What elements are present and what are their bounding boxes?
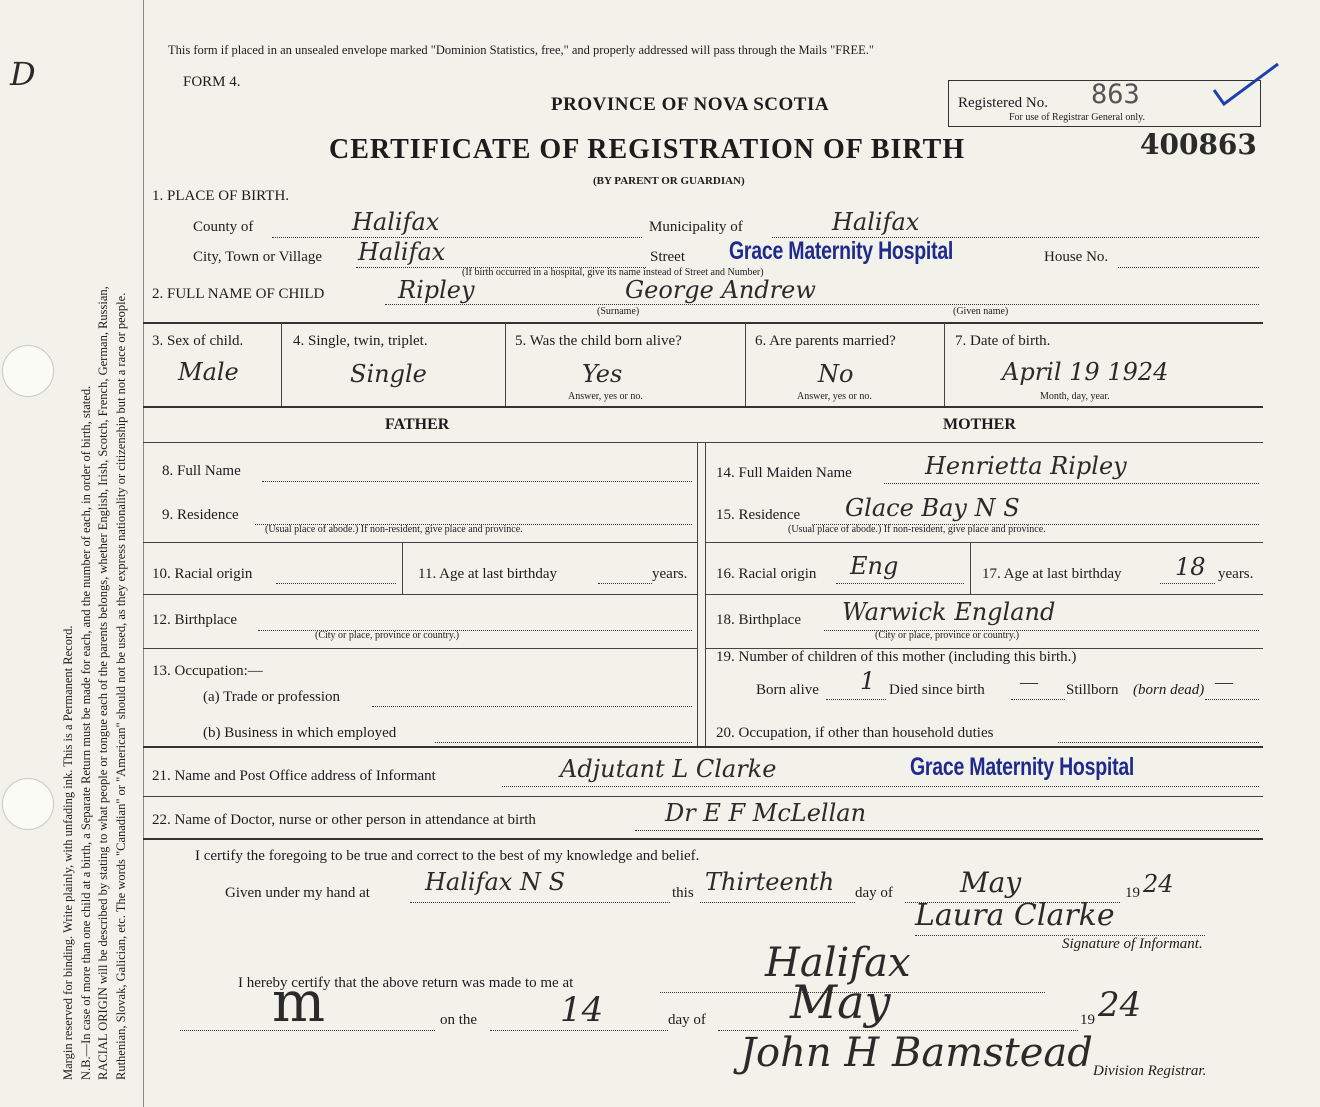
stillborn-note: (born dead) [1133,682,1205,698]
county-label: County of [193,219,254,235]
province-heading: PROVINCE OF NOVA SCOTIA [551,94,830,115]
col-divider [745,323,746,406]
punch-hole-bottom [2,778,54,830]
sex-label: 3. Sex of child. [152,333,244,349]
father-business-label: (b) Business in which employed [203,725,397,741]
married-value: No [818,360,854,388]
city-label: City, Town or Village [193,249,323,265]
col-divider [944,323,945,406]
on-the-label: on the [440,1012,478,1028]
died-line [1011,699,1065,700]
county-line [272,237,642,238]
certify-statement: I certify the foregoing to be true and correct to the best of my knowledge and belief. [195,848,700,864]
mother-residence-value: Glace Bay N S [845,494,1020,522]
municipality-label: Municipality of [649,219,743,235]
county-value: Halifax [352,208,440,236]
mother-birthplace-caption: (City or place, province or country.) [875,630,1020,641]
doctor-label: 22. Name of Doctor, nurse or other person in attendance at birth [152,812,536,828]
registrar-caption: Division Registrar. [1093,1063,1207,1079]
mother-years-label: years. [1218,566,1254,582]
row-divider [143,322,1263,324]
father-birthplace-caption: (City or place, province or country.) [315,630,460,641]
row-divider [143,406,1263,408]
col-divider [505,323,506,406]
street-label: Street [650,249,685,265]
informant-signature-caption: Signature of Informant. [1062,936,1203,952]
mother-birthplace-value: Warwick England [842,598,1056,626]
father-row-divider [143,542,697,543]
plurality-label: 4. Single, twin, triplet. [293,333,428,349]
dob-caption: Month, day, year. [1040,391,1110,402]
father-residence-label: 9. Residence [162,507,239,523]
mother-age-line [1160,583,1215,584]
married-caption: Answer, yes or no. [797,391,872,402]
margin-instructions [60,50,130,1080]
stillborn-line [1205,699,1259,700]
stillborn-value: — [1215,672,1233,692]
father-years-label: years. [652,566,688,582]
mother-occupation-line [1058,742,1259,743]
given-under-label: Given under my hand at [225,885,370,901]
mother-birthplace-label: 18. Birthplace [716,612,801,628]
registrar-mark: m [272,970,326,1035]
child-name-label: 2. FULL NAME OF CHILD [152,286,325,302]
died-label: Died since birth [889,682,985,698]
plurality-value: Single [350,360,427,388]
parents-divider-left [697,442,698,746]
surname-caption: (Surname) [597,306,640,317]
registered-number: 863 [1091,79,1140,110]
margin-line: RACIAL ORIGIN will be described by stating to what people or tongue each of the parents belongs, whether English, Irish, Scotch, French, German, Russian, [96,286,110,1080]
mother-name-line [884,483,1259,484]
margin-line: N.B.—In case of more than one child at a birth, a Separate Return must be made for each, and the number of each, in order of birth, stated. [78,385,93,1080]
father-row-divider [143,594,697,595]
informant-line [502,786,1259,787]
registrar-blank-line [180,1030,435,1031]
row-divider [143,746,1263,748]
mother-age-label: 17. Age at last birthday [982,566,1122,582]
died-value: — [1020,672,1038,692]
father-business-line [435,742,692,743]
informant-label: 21. Name and Post Office address of Informant [152,768,436,784]
stillborn-label: Stillborn [1066,682,1119,698]
dob-label: 7. Date of birth. [955,333,1051,349]
hospital-note: (If birth occurred in a hospital, give its name instead of Street and Number) [462,267,764,278]
father-trade-label: (a) Trade or profession [203,689,341,705]
father-racial-line [276,583,396,584]
given-caption: (Given name) [953,306,1009,317]
form-number: FORM 4. [183,74,241,90]
registrar-month-value: May [790,975,891,1029]
registrar-day-value: 14 [560,990,604,1030]
given-year-printed: 19 [1125,885,1140,901]
registrar-day-line [490,1030,668,1031]
father-residence-caption: (Usual place of abode.) If non-resident, give place and province. [265,524,523,535]
certificate-title: CERTIFICATE OF REGISTRATION OF BIRTH [329,134,966,165]
mother-racial-line [836,583,964,584]
street-stamp: Grace Maternity Hospital [729,237,954,265]
mother-racial-value: Eng [850,552,899,580]
punch-hole-top [2,345,54,397]
father-age-line [598,583,652,584]
given-month-value: May [960,866,1022,899]
born-alive-line [826,699,886,700]
row-divider [143,838,1263,840]
child-given-name: George Andrew [625,276,816,304]
given-day-value: Thirteenth [705,868,835,896]
this-label: this [672,885,694,901]
given-place-value: Halifax N S [425,868,566,896]
mother-residence-caption: (Usual place of abode.) If non-resident, give place and province. [788,524,1046,535]
margin-line: Margin reserved for binding. Write plainly, with unfading ink. This is a Permanent Record. [61,625,75,1080]
given-place-line [410,902,670,903]
row-divider [143,796,1263,797]
doctor-value: Dr E F McLellan [665,799,867,827]
registrar-year-printed: 19 [1080,1012,1095,1028]
child-name-line [385,304,1259,305]
father-name-label: 8. Full Name [162,463,241,479]
mother-children-label: 19. Number of children of this mother (including this birth.) [716,649,1077,665]
mother-row-divider [705,594,1263,595]
born-alive-value: 1 [860,667,876,695]
informant-name: Adjutant L Clarke [560,755,777,783]
given-day-line [700,902,855,903]
handwritten-number: 400863 [1140,128,1257,161]
margin-line: Ruthenian, Slovak, Galician, etc. The words "Canadian" or "American" should not be used, as they express nationality or citizenship but not a race or people. [113,292,128,1080]
given-year-value: 24 [1143,870,1174,898]
registered-label: Registered No. [958,95,1048,111]
checkmark-icon [1208,60,1283,110]
father-name-line [262,481,692,482]
mother-occupation-label: 20. Occupation, if other than household duties [716,725,994,741]
father-racial-label: 10. Racial origin [152,566,253,582]
father-birthplace-label: 12. Birthplace [152,612,237,628]
mother-name-value: Henrietta Ripley [925,452,1127,480]
father-occupation-label: 13. Occupation:— [152,663,263,679]
house-line [1118,267,1259,268]
registrar-day-of-label: day of [668,1012,706,1028]
informant-address-stamp: Grace Maternity Hospital [910,753,1135,781]
mother-racial-label: 16. Racial origin [716,566,817,582]
married-label: 6. Are parents married? [755,333,896,349]
alive-label: 5. Was the child born alive? [515,333,682,349]
sex-value: Male [178,358,239,386]
place-heading: 1. PLACE OF BIRTH. [152,188,290,204]
registrar-year-value: 24 [1098,985,1142,1025]
mother-heading: MOTHER [943,416,1016,433]
father-heading: FATHER [385,416,450,433]
father-age-label: 11. Age at last birthday [418,566,557,582]
father-col-divider [402,542,403,594]
binding-margin-line [143,0,144,1107]
born-alive-label: Born alive [756,682,819,698]
child-surname: Ripley [398,276,475,304]
mother-residence-label: 15. Residence [716,507,801,523]
city-value: Halifax [358,238,446,266]
municipality-value: Halifax [832,208,920,236]
registrar-signature: John H Bamstead [740,1030,1093,1076]
informant-signature: Laura Clarke [915,898,1115,933]
mail-notice: This form if placed in an unsealed envelope marked "Dominion Statistics, free," and properly addressed will pass through the Mails "FREE." [168,43,875,57]
alive-caption: Answer, yes or no. [568,391,643,402]
mother-row-divider [705,542,1263,543]
registrar-note: For use of Registrar General only. [1009,112,1145,123]
dob-value: April 19 1924 [1002,358,1169,386]
registrar-place-value: Halifax [765,940,911,986]
mother-name-label: 14. Full Maiden Name [716,465,852,481]
mother-age-value: 18 [1175,553,1206,581]
mother-col-divider [970,542,971,594]
certificate-subtitle: (BY PARENT OR GUARDIAN) [593,175,745,187]
alive-value: Yes [582,360,623,388]
father-trade-line [372,706,692,707]
father-row-divider [143,648,697,649]
col-divider [281,323,282,406]
given-day-of-label: day of [855,885,893,901]
house-label: House No. [1044,249,1109,265]
corner-mark: D [10,55,36,93]
registrar-statement: I hereby certify that the above return was made to me at [238,975,574,991]
doctor-line [635,830,1259,831]
heading-underline [143,442,1263,443]
